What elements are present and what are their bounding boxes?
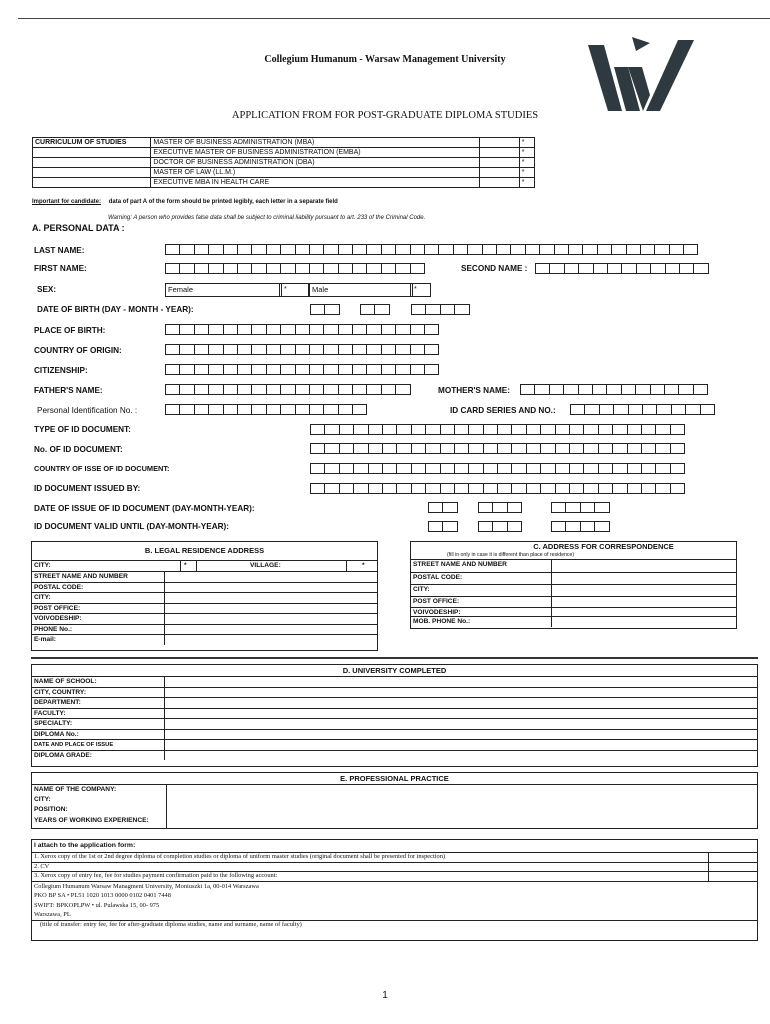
attachments-heading: I attach to the application form: xyxy=(34,842,136,849)
second-name-label: SECOND NAME : xyxy=(461,264,528,273)
attachment-item[interactable]: 1. Xerox copy of the 1st or 2nd degree diploma of completion studies or diploma of uniform master studies (original document shall be presented for inspection) xyxy=(32,852,757,862)
legal-row[interactable]: POSTAL CODE: xyxy=(32,582,377,593)
country-boxes[interactable] xyxy=(165,344,438,355)
curriculum-label: CURRICULUM OF STUDIES xyxy=(33,138,151,148)
university-row[interactable]: DIPLOMA GRADE: xyxy=(32,750,757,761)
university-row[interactable]: NAME OF SCHOOL: xyxy=(32,676,757,687)
important-label: Important for candidate: xyxy=(32,199,102,205)
place-of-birth-label: PLACE OF BIRTH: xyxy=(34,326,106,335)
sex-male-checkbox[interactable]: * xyxy=(410,283,431,297)
dob-day-boxes[interactable] xyxy=(310,304,339,315)
practice-row[interactable]: YEARS OF WORKING EXPERIENCE: xyxy=(34,816,149,824)
university-row[interactable]: CITY, COUNTRY: xyxy=(32,687,757,698)
practice-section xyxy=(31,772,758,829)
practice-row[interactable]: CITY: xyxy=(34,795,51,803)
correspondence-row[interactable]: CITY: xyxy=(411,584,736,596)
id-type-label: TYPE OF ID DOCUMENT: xyxy=(34,425,131,434)
second-name-boxes[interactable] xyxy=(535,263,708,274)
issue-day-boxes[interactable] xyxy=(428,502,457,513)
account-line: PKO BP SA • PL51 1020 1013 0000 0102 0401 7448 xyxy=(34,892,171,899)
university-row[interactable]: SPECIALTY: xyxy=(32,718,757,729)
required-mark: * xyxy=(519,148,534,158)
required-mark: * xyxy=(519,178,534,188)
citizenship-label: CITIZENSHIP: xyxy=(34,366,88,375)
dob-year-boxes[interactable] xyxy=(411,304,469,315)
attachment-item[interactable]: 2. CV xyxy=(32,862,757,872)
id-type-boxes[interactable] xyxy=(310,424,684,435)
place-of-birth-boxes[interactable] xyxy=(165,324,438,335)
correspondence-row[interactable]: POSTAL CODE: xyxy=(411,572,736,584)
id-series-label: ID CARD SERIES AND NO.: xyxy=(450,406,556,415)
correspondence-note: (fill in only in case it is different than place of residence) xyxy=(447,552,575,558)
university-row[interactable]: DIPLOMA No.: xyxy=(32,729,757,740)
curriculum-checkbox[interactable] xyxy=(480,148,519,158)
required-mark: * xyxy=(519,138,534,148)
id-country-boxes[interactable] xyxy=(310,463,684,474)
curriculum-table xyxy=(32,137,535,188)
id-issued-by-label: ID DOCUMENT ISSUED BY: xyxy=(34,484,141,493)
form-title: APPLICATION FROM FOR POST-GRADUATE DIPLOMA STUDIES xyxy=(231,110,539,121)
legal-row[interactable]: VOIVODESHIP: xyxy=(32,613,377,624)
university-row[interactable]: DATE AND PLACE OF ISSUE xyxy=(32,739,757,750)
curriculum-checkbox[interactable] xyxy=(480,158,519,168)
section-divider xyxy=(31,657,758,659)
page-number: 1 xyxy=(382,990,388,1001)
curriculum-option: MASTER OF BUSINESS ADMINISTRATION (MBA) xyxy=(151,138,480,148)
university-row[interactable]: FACULTY: xyxy=(32,708,757,719)
first-name-boxes[interactable] xyxy=(165,263,424,274)
id-country-label: COUNTRY OF ISSE OF ID DOCUMENT: xyxy=(34,464,170,473)
curriculum-option: EXECUTIVE MASTER OF BUSINESS ADMINISTRATION (EMBA) xyxy=(151,148,480,158)
valid-day-boxes[interactable] xyxy=(428,521,457,532)
important-note xyxy=(32,199,338,205)
curriculum-checkbox[interactable] xyxy=(480,168,519,178)
account-line: SWIFT: BPKOPLPW • ul. Pulawska 15, 00- 975 xyxy=(34,901,160,909)
page-top-rule xyxy=(18,18,770,19)
issue-month-boxes[interactable] xyxy=(478,502,521,513)
practice-heading: E. PROFESSIONAL PRACTICE xyxy=(340,774,449,783)
city-label: CITY: xyxy=(34,562,51,569)
sex-female-option[interactable]: Female xyxy=(165,283,282,297)
legal-row[interactable]: E-mail: xyxy=(32,634,377,645)
mother-name-label: MOTHER'S NAME: xyxy=(438,386,510,395)
legal-row[interactable]: CITY: xyxy=(32,592,377,603)
father-name-boxes[interactable] xyxy=(165,384,410,395)
account-line: Warszawa, PL xyxy=(34,911,71,918)
university-logo xyxy=(588,37,694,111)
legal-row[interactable]: POST OFFICE: xyxy=(32,603,377,614)
correspondence-section xyxy=(410,541,737,629)
section-a-heading: A. PERSONAL DATA : xyxy=(32,223,125,233)
id-number-label: No. OF ID DOCUMENT: xyxy=(34,445,123,454)
transfer-title-note: (title of transfer: entry fee, fee for after-graduate diploma studies, name and surname, name of faculty) xyxy=(32,920,757,930)
required-mark: * xyxy=(519,158,534,168)
dob-month-boxes[interactable] xyxy=(360,304,389,315)
mother-name-boxes[interactable] xyxy=(520,384,707,395)
required-mark: * xyxy=(519,168,534,178)
country-label: COUNTRY OF ORIGIN: xyxy=(34,346,122,355)
account-line: Collegium Humanum Warsaw Managment University, Moniuszki 1a, 00-014 Warszawa xyxy=(34,882,259,890)
university-section xyxy=(31,664,758,767)
correspondence-row[interactable]: POST OFFICE: xyxy=(411,596,736,607)
first-name-label: FIRST NAME: xyxy=(34,264,87,273)
bank-account-details xyxy=(32,881,757,920)
required-mark: * xyxy=(184,562,187,569)
last-name-boxes[interactable] xyxy=(165,244,697,255)
university-row[interactable]: DEPARTMENT: xyxy=(32,697,757,708)
id-issued-by-boxes[interactable] xyxy=(310,483,684,494)
legal-row[interactable]: STREET NAME AND NUMBER xyxy=(32,571,377,582)
curriculum-option: DOCTOR OF BUSINESS ADMINISTRATION (DBA) xyxy=(151,158,480,168)
sex-female-checkbox[interactable]: * xyxy=(279,283,309,297)
required-mark: * xyxy=(362,562,365,569)
university-heading: D. UNIVERSITY COMPLETED xyxy=(342,666,447,675)
valid-year-boxes[interactable] xyxy=(551,521,609,532)
important-text: data of part A of the form should be printed legibly, each letter in a separate field xyxy=(108,199,338,205)
practice-row[interactable]: POSITION: xyxy=(34,806,68,813)
curriculum-option: MASTER OF LAW (LL.M.) xyxy=(151,168,480,178)
id-series-boxes[interactable] xyxy=(570,404,714,415)
practice-row[interactable]: NAME OF THE COMPANY: xyxy=(32,784,757,795)
curriculum-checkbox[interactable] xyxy=(480,138,519,148)
legal-row[interactable]: PHONE No.: xyxy=(32,624,377,635)
legal-address-section xyxy=(31,541,378,651)
pin-boxes[interactable] xyxy=(165,404,366,415)
last-name-label: LAST NAME: xyxy=(34,246,85,255)
dob-label: DATE OF BIRTH (DAY - MONTH - YEAR): xyxy=(37,305,194,314)
sex-label: SEX: xyxy=(37,285,57,294)
id-issue-date-label: DATE OF ISSUE OF ID DOCUMENT (DAY-MONTH-YEAR): xyxy=(34,504,255,513)
correspondence-row[interactable]: VOIVODESHIP: xyxy=(411,607,736,616)
citizenship-boxes[interactable] xyxy=(165,364,438,375)
father-name-label: FATHER'S NAME: xyxy=(34,386,103,395)
village-label: VILLAGE: xyxy=(250,562,281,569)
issue-year-boxes[interactable] xyxy=(551,502,609,513)
legal-address-heading: B. LEGAL RESIDENCE ADDRESS xyxy=(144,546,265,555)
valid-month-boxes[interactable] xyxy=(478,521,521,532)
attachments-section xyxy=(31,839,758,941)
pin-label: Personal Identification No. : xyxy=(37,406,138,415)
id-valid-label: ID DOCUMENT VALID UNTIL (DAY-MONTH-YEAR): xyxy=(34,522,229,531)
correspondence-row[interactable]: MOB. PHONE No.: xyxy=(411,616,736,627)
legal-city-row[interactable] xyxy=(32,560,377,571)
correspondence-row[interactable]: STREET NAME AND NUMBER xyxy=(411,559,736,572)
warning-note: Warning: A person who provides false data shall be subject to criminal liability pursuant to art. 233 of the Criminal Code. xyxy=(108,215,426,221)
id-number-boxes[interactable] xyxy=(310,443,684,454)
curriculum-option: EXECUTIVE MBA IN HEALTH CARE xyxy=(151,178,480,188)
attachment-item[interactable]: 3. Xerox copy of entry fee, fee for studies payment confirmation paid to the following account: xyxy=(32,871,757,881)
curriculum-checkbox[interactable] xyxy=(480,178,519,188)
sex-male-option[interactable]: Male xyxy=(309,283,413,297)
university-name: Collegium Humanum - Warsaw Management University xyxy=(264,54,506,65)
correspondence-heading: C. ADDRESS FOR CORRESPONDENCE xyxy=(533,542,674,551)
